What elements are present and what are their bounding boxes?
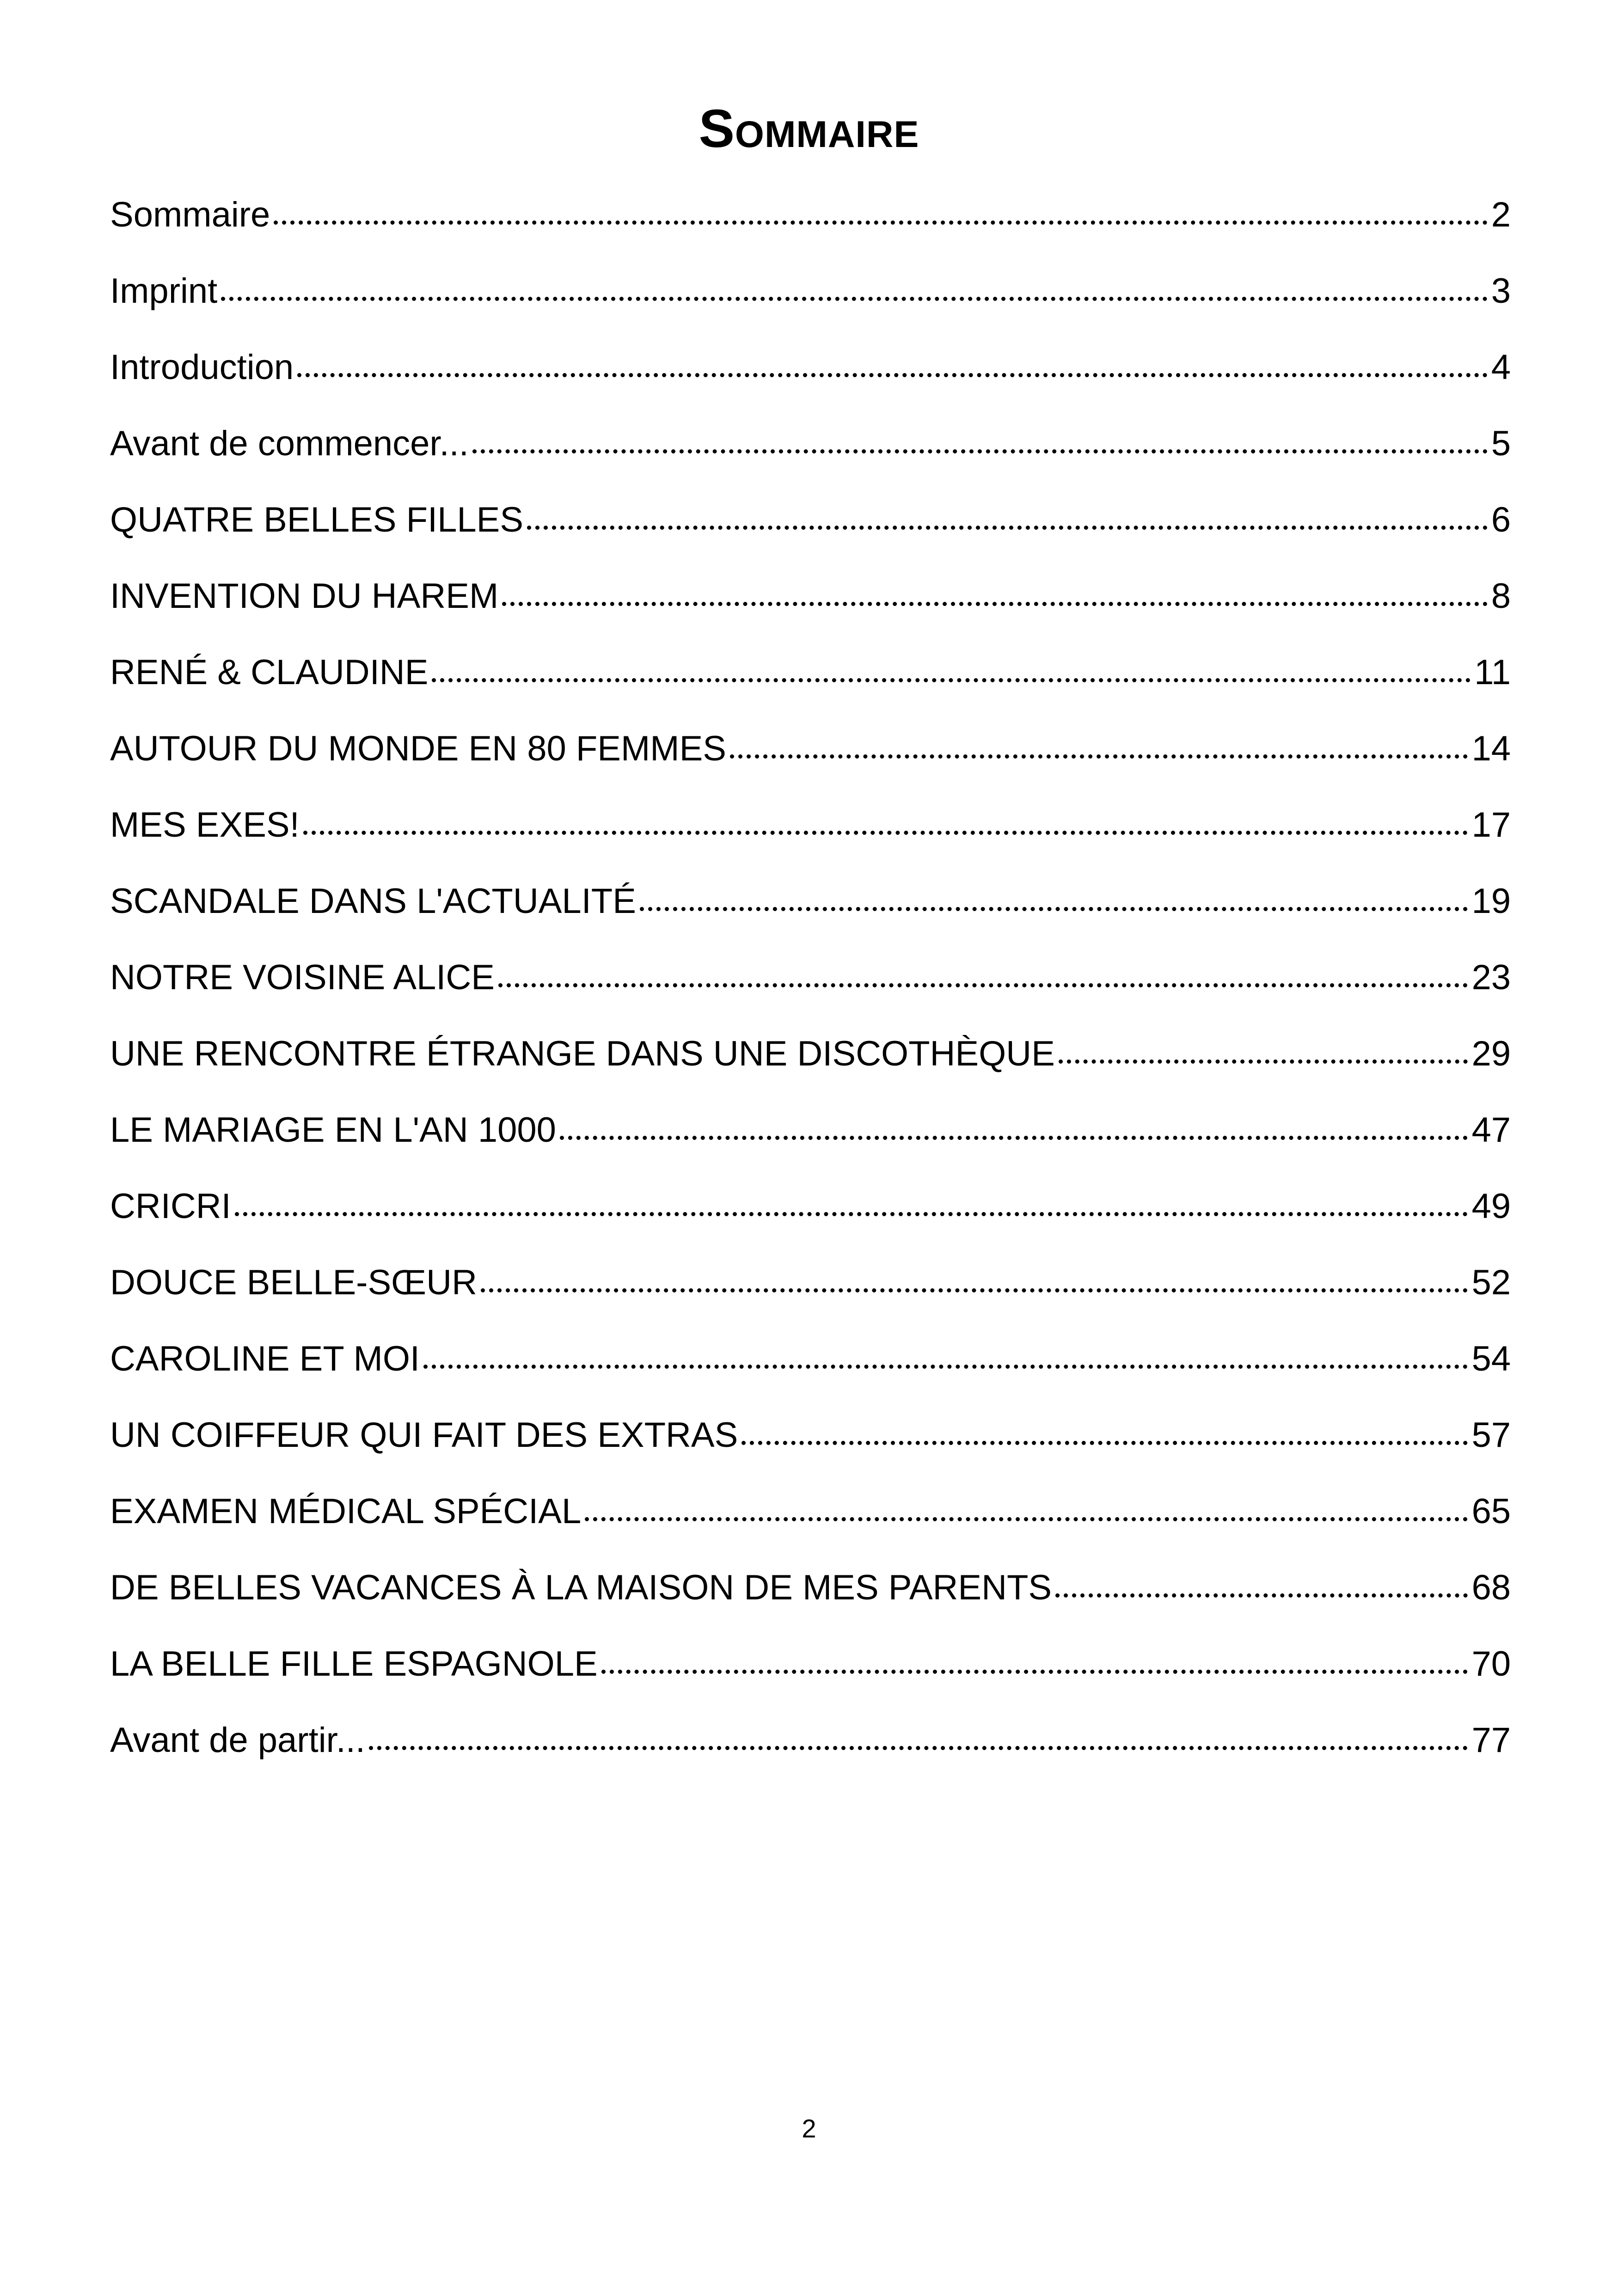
toc-entry-title: Avant de commencer... [110,424,469,463]
toc-entry[interactable] [110,340,1511,416]
toc-dot-leader [472,449,1488,453]
toc-entry-page: 5 [1491,424,1511,463]
toc-entry-page: 19 [1471,882,1511,921]
toc-entry-page: 2 [1491,195,1511,234]
toc-dot-leader [1059,1059,1468,1064]
toc-entry[interactable] [110,1102,1511,1179]
toc-dot-leader [640,907,1468,911]
toc-dot-leader [527,526,1488,530]
toc-entry-page: 70 [1471,1644,1511,1684]
toc-entry[interactable] [110,569,1511,645]
toc-entry-page: 77 [1471,1720,1511,1760]
toc-entry-title: Avant de partir... [110,1720,366,1760]
toc-entry[interactable] [110,874,1511,950]
toc-entry-page: 11 [1474,653,1511,692]
toc-entry-page: 3 [1491,271,1511,311]
toc-entry-page: 54 [1471,1339,1511,1378]
toc-entry-title: CAROLINE ET MOI [110,1339,420,1378]
table-of-contents [110,187,1511,1789]
toc-entry-page: 52 [1471,1263,1511,1302]
toc-entry-title: AUTOUR DU MONDE EN 80 FEMMES [110,729,726,768]
page-title: Sommaire [699,98,919,159]
toc-dot-leader [498,983,1468,987]
toc-dot-leader [423,1365,1468,1369]
toc-entry-title: DOUCE BELLE-SŒUR [110,1263,477,1302]
toc-dot-leader [297,373,1488,377]
toc-dot-leader [235,1212,1468,1216]
toc-entry-page: 8 [1491,576,1511,616]
toc-entry-title: Introduction [110,348,294,387]
toc-entry-title: LA BELLE FILLE ESPAGNOLE [110,1644,598,1684]
toc-entry[interactable] [110,797,1511,874]
toc-dot-leader [221,297,1487,301]
toc-dot-leader [369,1746,1468,1750]
toc-entry-title: LE MARIAGE EN L'AN 1000 [110,1110,556,1150]
toc-entry[interactable] [110,1408,1511,1484]
toc-entry[interactable] [110,645,1511,721]
toc-dot-leader [585,1517,1468,1521]
toc-dot-leader [730,754,1468,759]
toc-entry[interactable] [110,1713,1511,1789]
toc-entry-title: SCANDALE DANS L'ACTUALITÉ [110,882,636,921]
toc-dot-leader [432,678,1471,682]
toc-entry-title: Sommaire [110,195,270,234]
toc-entry-page: 68 [1471,1568,1511,1607]
toc-dot-leader [303,831,1468,835]
toc-entry-title: NOTRE VOISINE ALICE [110,958,495,997]
toc-dot-leader [274,220,1487,225]
toc-entry[interactable] [110,416,1511,492]
page-number: 2 [802,2114,816,2143]
toc-entry-title: INVENTION DU HAREM [110,576,499,616]
toc-entry-title: MES EXES! [110,805,300,845]
toc-dot-leader [481,1288,1468,1292]
toc-entry-page: 14 [1471,729,1511,768]
toc-entry[interactable] [110,1484,1511,1560]
toc-entry-title: UNE RENCONTRE ÉTRANGE DANS UNE DISCOTHÈQUE [110,1034,1055,1073]
toc-entry-title: RENÉ & CLAUDINE [110,653,429,692]
toc-entry-page: 57 [1471,1415,1511,1455]
toc-dot-leader [502,602,1487,606]
toc-entry[interactable] [110,492,1511,569]
toc-entry[interactable] [110,1179,1511,1255]
toc-entry-title: CRICRI [110,1187,231,1226]
toc-dot-leader [560,1136,1468,1140]
toc-entry-page: 65 [1471,1492,1511,1531]
toc-dot-leader [1055,1593,1468,1598]
toc-entry-title: QUATRE BELLES FILLES [110,500,524,539]
toc-entry-page: 4 [1491,348,1511,387]
toc-entry-title: DE BELLES VACANCES À LA MAISON DE MES PARENTS [110,1568,1052,1607]
toc-entry[interactable] [110,1026,1511,1102]
toc-entry-page: 29 [1471,1034,1511,1073]
toc-entry[interactable] [110,187,1511,263]
toc-entry-page: 47 [1471,1110,1511,1150]
toc-entry[interactable] [110,1560,1511,1636]
toc-entry[interactable] [110,1255,1511,1331]
toc-entry[interactable] [110,721,1511,797]
toc-entry-title: Imprint [110,271,218,311]
toc-entry[interactable] [110,950,1511,1026]
toc-entry-page: 17 [1471,805,1511,845]
toc-entry-page: 49 [1471,1187,1511,1226]
toc-dot-leader [742,1441,1468,1445]
toc-entry-title: UN COIFFEUR QUI FAIT DES EXTRAS [110,1415,738,1455]
toc-dot-leader [601,1670,1468,1674]
toc-entry[interactable] [110,263,1511,340]
toc-entry-page: 6 [1491,500,1511,539]
toc-entry-title: EXAMEN MÉDICAL SPÉCIAL [110,1492,582,1531]
toc-entry[interactable] [110,1636,1511,1713]
toc-entry[interactable] [110,1331,1511,1408]
toc-entry-page: 23 [1471,958,1511,997]
